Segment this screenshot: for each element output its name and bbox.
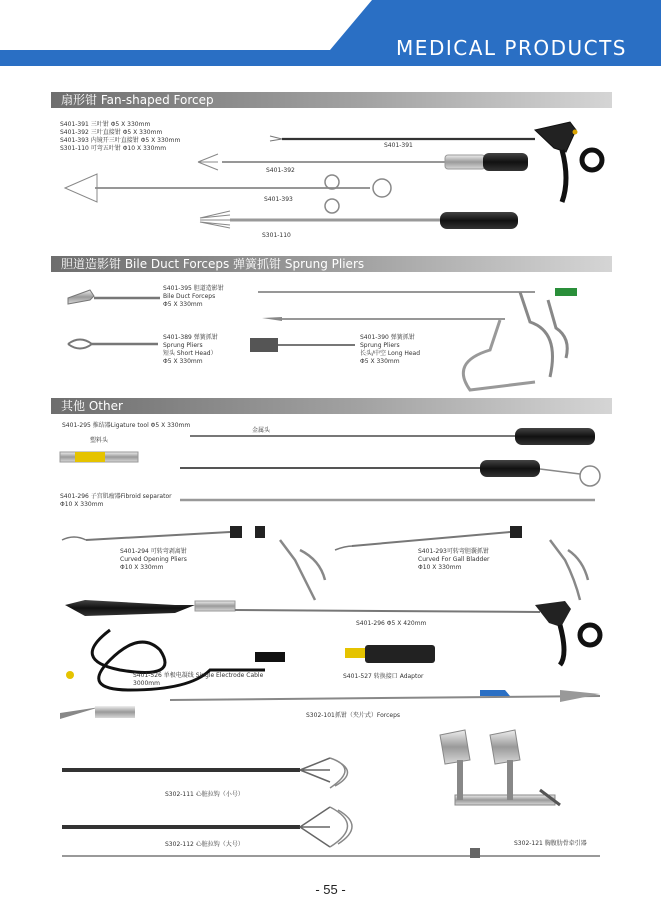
rib-retractor-s302-121: [440, 730, 560, 805]
caption-s302-121: S302-121 胸腹肋骨牵引器: [514, 840, 587, 847]
long-rod-bottom: [62, 848, 600, 858]
caption-s302-111: S302-111 心脏拉钩（小号）: [165, 791, 244, 798]
label-s301-110: S301-110: [262, 232, 291, 239]
adaptor-s401-527: [345, 645, 435, 663]
caption-line: Φ10 X 330mm: [120, 564, 164, 571]
caption-line: 长头/中空 Long Head: [360, 350, 421, 357]
label-s401-393: S401-393: [264, 196, 293, 203]
caption-s401-389: [163, 334, 218, 366]
caption-line: Bile Duct Forceps: [163, 293, 216, 300]
caption-line: Φ5 X 330mm: [163, 301, 203, 308]
caption-line: S401-293可转弯胆囊抓钳: [418, 548, 489, 555]
caption-line: S401-294 可转弯剥离钳: [120, 548, 187, 555]
caption-s401-294: [120, 548, 187, 572]
single-electrode-cable-handle: [65, 600, 600, 665]
caption-s401-390: [360, 334, 420, 366]
caption-line: 短头 Short Head）: [163, 350, 217, 357]
legend-s401-391: S401-391 三叶钳 Φ5 X 330mm: [60, 121, 151, 128]
section-title-fan-forcep: 扇形钳 Fan-shaped Forcep: [51, 92, 612, 108]
legend-s401-392: S401-392 三叶直接钳 Φ5 X 330mm: [60, 129, 163, 136]
caption-line: S401-395 胆道造影钳: [163, 285, 224, 292]
caption-line: 3000mm: [133, 680, 160, 687]
caption-s401-527: S401-527 转换接口 Adaptor: [343, 673, 424, 680]
caption-line: S401-389 弹簧抓钳: [163, 334, 218, 341]
label-s401-392: S401-392: [266, 167, 295, 174]
caption-line: Sprung Pliers: [163, 342, 203, 349]
fan-forcep-s401-392: [198, 153, 528, 171]
bile-duct-forceps-s401-395: [68, 290, 160, 304]
caption-plastic-head: 塑料头: [90, 437, 109, 444]
caption-s401-296-long: S401-296 Φ5 X 420mm: [356, 620, 427, 627]
caption-line: S401-390 弹簧抓钳: [360, 334, 415, 341]
heart-retractor-small-s302-111: [62, 758, 348, 788]
page-title: MEDICAL PRODUCTS: [396, 36, 627, 60]
caption-line: Curved Opening Pliers: [120, 556, 187, 563]
caption-line: Curved For Gall Bladder: [418, 556, 490, 563]
fibroid-separator-s401-296: [180, 460, 600, 486]
fan-forcep-legend: [60, 121, 180, 153]
curved-opening-pliers-s401-294: [62, 526, 325, 600]
caption-line: Φ5 X 330mm: [360, 358, 400, 365]
legend-s301-110: S301-110 可弯五叶钳 Φ10 X 330mm: [60, 145, 167, 152]
caption-line: Φ10 X 330mm: [60, 501, 104, 508]
caption-line: Φ10 X 330mm: [418, 564, 462, 571]
caption-s302-101: S302-101抓钳（夹片式）Forceps: [306, 712, 401, 719]
legend-s401-393: S401-393 内镜开三叶直接钳 Φ5 X 330mm: [60, 137, 181, 144]
ligature-tool-plastic-head: [60, 452, 138, 462]
caption-s302-112: S302-112 心脏拉钩（大号）: [165, 841, 244, 848]
ligature-tool-metal-head: [190, 428, 595, 445]
fan-forcep-s301-110: [200, 211, 518, 229]
caption-s401-296-fibroid: [60, 493, 172, 509]
caption-line: Sprung Pliers: [360, 342, 400, 349]
caption-s401-295: S401-295 推结器Ligature tool Φ5 X 330mm: [62, 422, 191, 429]
label-s401-391: S401-391: [384, 142, 413, 149]
section-title-other: 其他 Other: [51, 398, 612, 414]
caption-line: S401-296 子宫肌瘤器Fibroid separator: [60, 493, 172, 500]
caption-metal-head: 金属头: [252, 427, 271, 434]
caption-line: Φ5 X 330mm: [163, 358, 203, 365]
caption-s401-395: [163, 285, 224, 309]
fan-forcep-s401-393: [65, 174, 391, 213]
caption-line: S401-526 单极电凝线 Single Electrode Cable: [133, 672, 264, 679]
caption-s401-526: [133, 672, 263, 688]
page-number: - 55 -: [315, 882, 346, 897]
section-title-bile-duct: 胆道造影钳 Bile Duct Forceps 弹簧抓钳 Sprung Pliers: [51, 256, 612, 272]
caption-s401-293: [418, 548, 490, 572]
